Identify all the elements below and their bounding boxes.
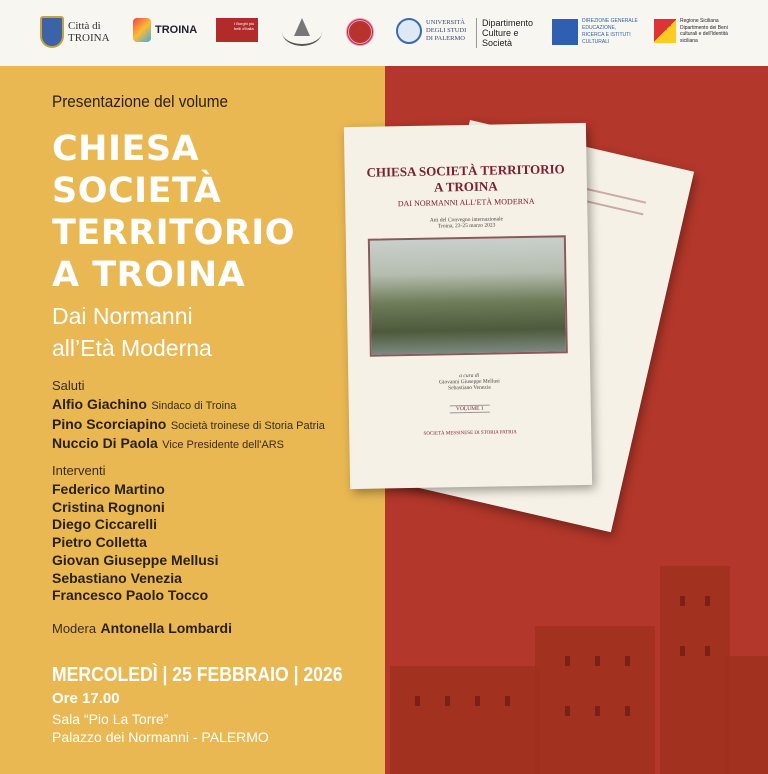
list-item: Sebastiano Venezia xyxy=(52,569,182,586)
book-mountain-icon xyxy=(282,18,322,46)
list-item: Cristina Rognoni xyxy=(52,498,165,515)
venue-building: Palazzo dei Normanni - PALERMO xyxy=(52,729,269,745)
mic-icon xyxy=(552,19,578,45)
list-item: Nuccio Di Paola Vice Presidente dell'ARS xyxy=(52,435,285,451)
interventi-list xyxy=(52,481,218,605)
borghi-logo: I Borghi più belli d'Italia xyxy=(216,18,258,42)
moderator: Modera Antonella Lombardi xyxy=(52,620,232,636)
saluti-list xyxy=(52,396,325,455)
palace-building xyxy=(535,626,655,774)
landscape-illustration xyxy=(368,235,568,356)
list-item: Diego Ciccarelli xyxy=(52,516,158,533)
list-item: Pino Scorciapino Società troinese di Storia Patria xyxy=(52,415,325,432)
list-item: Pietro Colletta xyxy=(52,534,147,551)
logo-bar xyxy=(0,0,768,66)
event-subtitle: Dai Normanni all’Età Moderna xyxy=(52,303,212,361)
dipartimento-logo: Dipartimento Culture e Società xyxy=(476,18,544,48)
list-item: Alfio Giachino Sindaco di Troina xyxy=(52,396,237,412)
event-time: Ore 17.00 xyxy=(52,690,120,707)
trinacria-icon xyxy=(654,19,676,43)
citta-troina-logo: Città di TROINA xyxy=(40,16,112,48)
venue-room: Sala “Pio La Torre” xyxy=(52,711,169,727)
book-mountain-logo xyxy=(282,18,322,46)
palace-building xyxy=(725,656,768,774)
interventi-label: Interventi xyxy=(52,463,106,478)
unipa-seal-icon xyxy=(396,18,422,44)
book-cover-front: CHIESA SOCIETÀ TERRITORIO A TROINA DAI NORMANNI ALL'ETÀ MODERNA Atti del Convegno internazionale Troina, 23-25 marzo 2023 a cura di Giovanni Giuseppe Mellusi Sebastiano Venezia VOLUME 1 SOCIETÀ MESSINESE DI STORIA PATRIA xyxy=(344,123,592,489)
event-title: CHIESA SOCIETÀ TERRITORIO A TROINA xyxy=(52,129,296,295)
list-item: Francesco Paolo Tocco xyxy=(52,587,209,604)
regione-logo: Regione Siciliana Dipartimento dei Beni culturali e dell'Identità siciliana xyxy=(654,18,740,44)
troina-mark-icon xyxy=(133,18,151,42)
mic-logo: DIREZIONE GENERALE EDUCAZIONE, RICERCA E ISTITUTI CULTURALI xyxy=(552,18,638,46)
red-seal-icon xyxy=(346,18,374,46)
list-item: Giovan Giuseppe Mellusi xyxy=(52,551,219,568)
troina-brand-logo: TROINA xyxy=(133,18,197,42)
intro-text: Presentazione del volume xyxy=(52,92,229,111)
palace-building xyxy=(390,666,540,774)
seal-logo xyxy=(346,18,374,46)
unipa-logo: UNIVERSITÀ DEGLI STUDI DI PALERMO xyxy=(396,18,470,44)
list-item: Federico Martino xyxy=(52,481,165,497)
coat-of-arms-icon xyxy=(40,16,64,48)
saluti-label: Saluti xyxy=(52,378,85,393)
event-date: MERCOLEDÌ | 25 FEBBRAIO | 2026 xyxy=(52,664,343,686)
palace-tower xyxy=(660,566,730,774)
